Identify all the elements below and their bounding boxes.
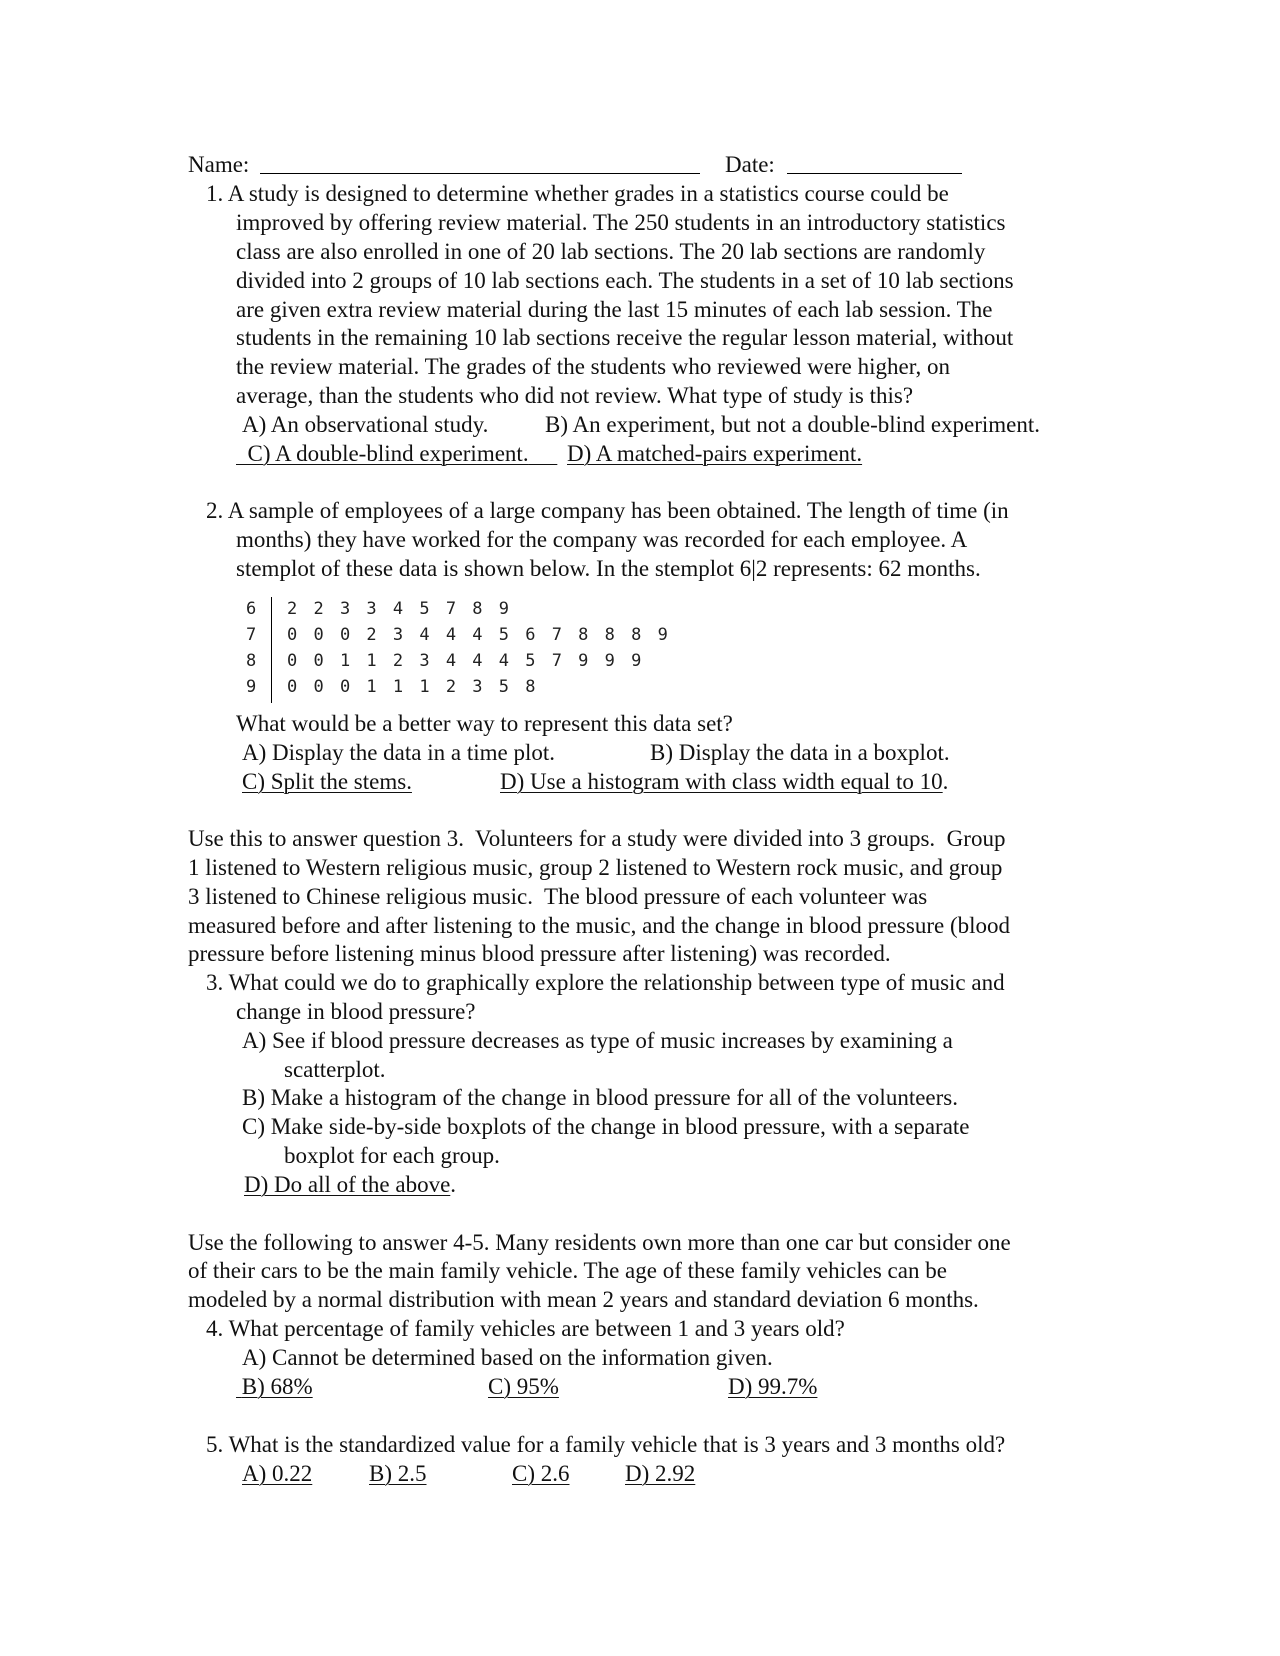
q1-line-8: average, than the students who did not review. What type of study is this?	[236, 383, 914, 408]
stem-8: 8	[246, 651, 257, 671]
intro3-line-2: 1 listened to Western religious music, group 2 listened to Western rock music, and group	[188, 855, 1003, 880]
q5-choice-d[interactable]: D) 2.92	[625, 1461, 696, 1486]
q2-choice-c[interactable]: C) Split the stems.	[242, 769, 412, 794]
q1-line-1: 1. A study is designed to determine whether grades in a statistics course could be	[206, 181, 949, 206]
q3-choice-a-cont: scatterplot.	[284, 1057, 386, 1082]
intro3-line-3: 3 listened to Chinese religious music. The blood pressure of each volunteer was	[188, 884, 928, 909]
q1-choice-c[interactable]: C) A double-blind experiment.	[247, 441, 529, 466]
q5-choice-c[interactable]: C) 2.6	[512, 1461, 570, 1486]
q5-question: 5. What is the standardized value for a family vehicle that is 3 years and 3 months old?	[206, 1432, 1006, 1457]
q2-choice-b[interactable]: B) Display the data in a boxplot.	[650, 740, 950, 765]
leaves-6: 2 2 3 3 4 5 7 8 9	[287, 599, 509, 619]
q3-line-1: 3. What could we do to graphically explore the relationship between type of music and	[206, 970, 1005, 995]
leaves-9: 0 0 0 1 1 1 2 3 5 8	[287, 677, 536, 697]
intro3-line-1: Use this to answer question 3. Volunteers for a study were divided into 3 groups. Group	[188, 826, 1006, 851]
q3-choice-c-cont: boxplot for each group.	[284, 1143, 500, 1168]
leaves-7: 0 0 0 2 3 4 4 4 5 6 7 8 8 8 9	[287, 625, 668, 645]
intro3-line-5: pressure before listening minus blood pressure after listening) was recorded.	[188, 941, 891, 966]
q5-choice-a[interactable]: A) 0.22	[242, 1461, 313, 1486]
q5-choice-b[interactable]: B) 2.5	[369, 1461, 427, 1486]
intro45-line-2: of their cars to be the main family vehicle. The age of these family vehicles can be	[188, 1258, 947, 1283]
intro45-line-3: modeled by a normal distribution with mean 2 years and standard deviation 6 months.	[188, 1287, 979, 1312]
q3-line-2: change in blood pressure?	[236, 999, 476, 1024]
q4-choice-b[interactable]: B) 68%	[241, 1374, 313, 1399]
q2-prompt: What would be a better way to represent this data set?	[236, 711, 733, 736]
date-label: Date:	[725, 152, 775, 177]
q2-choice-d[interactable]: D) Use a histogram with class width equal to 10.	[500, 769, 949, 794]
q1-line-3: class are also enrolled in one of 20 lab sections. The 20 lab sections are randomly	[236, 239, 986, 264]
stemplot-divider	[271, 597, 272, 703]
intro3-line-4: measured before and after listening to the music, and the change in blood pressure (blood	[188, 913, 1010, 938]
q4-choice-a[interactable]: A) Cannot be determined based on the information given.	[242, 1345, 773, 1370]
q2-line-2: months) they have worked for the company was recorded for each employee. A	[236, 527, 968, 552]
q1-line-4: divided into 2 groups of 10 lab sections each. The students in a set of 10 lab sections	[236, 268, 1014, 293]
q4-question: 4. What percentage of family vehicles are between 1 and 3 years old?	[206, 1316, 845, 1341]
stem-9: 9	[246, 677, 257, 697]
q1-line-5: are given extra review material during the last 15 minutes of each lab session. The	[236, 297, 993, 322]
q3-choice-b[interactable]: B) Make a histogram of the change in blood pressure for all of the volunteers.	[242, 1085, 958, 1110]
q1-choice-a[interactable]: A) An observational study.	[242, 412, 489, 437]
q2-choice-a[interactable]: A) Display the data in a time plot.	[242, 740, 555, 765]
q1-choice-d[interactable]: D) A matched-pairs experiment.	[567, 441, 863, 466]
name-blank[interactable]	[260, 153, 700, 174]
q4-choice-d[interactable]: D) 99.7%	[728, 1374, 818, 1399]
q2-line-3: stemplot of these data is shown below. In the stemplot 6|2 represents: 62 months.	[236, 556, 981, 581]
q1-line-2: improved by offering review material. The 250 students in an introductory statistics	[236, 210, 1006, 235]
q1-line-7: the review material. The grades of the students who reviewed were higher, on	[236, 354, 950, 379]
stem-7: 7	[246, 625, 257, 645]
name-label: Name:	[188, 152, 250, 177]
stem-6: 6	[246, 599, 257, 619]
q1-choice-b[interactable]: B) An experiment, but not a double-blind experiment.	[545, 412, 1041, 437]
q3-choice-a[interactable]: A) See if blood pressure decreases as type of music increases by examining a	[242, 1028, 953, 1053]
q4-choice-c[interactable]: C) 95%	[488, 1374, 559, 1399]
q2-line-1: 2. A sample of employees of a large company has been obtained. The length of time (in	[206, 498, 1009, 523]
q3-choice-c[interactable]: C) Make side-by-side boxplots of the change in blood pressure, with a separate	[242, 1114, 970, 1139]
date-blank[interactable]	[787, 153, 962, 174]
q3-choice-d[interactable]: D) Do all of the above.	[244, 1172, 457, 1197]
intro45-line-1: Use the following to answer 4-5. Many residents own more than one car but consider one	[188, 1230, 1011, 1255]
q1-line-6: students in the remaining 10 lab sections receive the regular lesson material, without	[236, 325, 1014, 350]
leaves-8: 0 0 1 1 2 3 4 4 4 5 7 9 9 9	[287, 651, 642, 671]
